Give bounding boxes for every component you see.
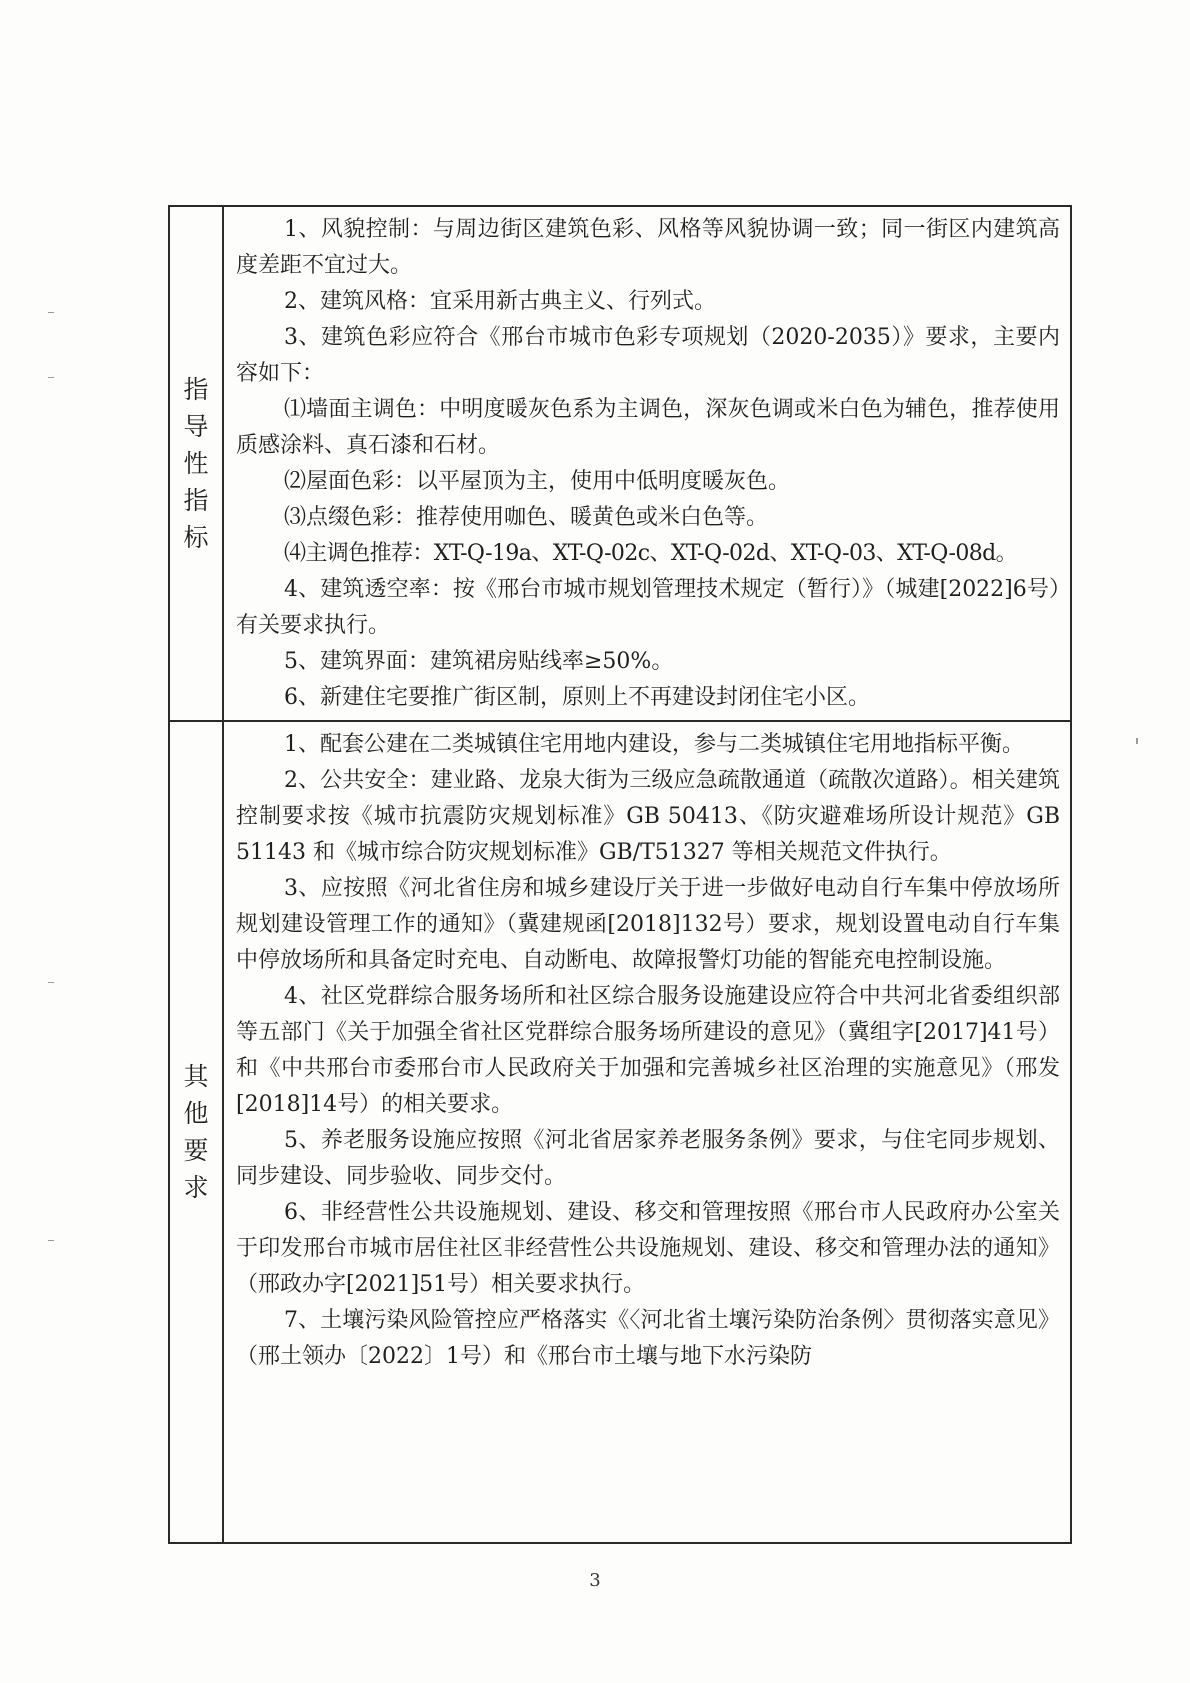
requirements-table bbox=[168, 205, 1072, 1544]
guidance-subitem-2: ⑵屋面色彩：以平屋顶为主，使用中低明度暖灰色。 bbox=[284, 469, 791, 494]
guidance-item-6: 6、新建住宅要推广街区制，原则上不再建设封闭住宅小区。 bbox=[284, 685, 870, 710]
other-item-1: 1、配套公建在二类城镇住宅用地内建设，参与二类城镇住宅用地指标平衡。 bbox=[284, 732, 1024, 757]
guidance-item-3: 3、建筑色彩应符合《邢台市城市色彩专项规划（2020-2035）》要求，主要内容如下： bbox=[236, 325, 1060, 386]
other-item-3: 3、应按照《河北省住房和城乡建设厅关于进一步做好电动自行车集中停放场所规划建设管理工作的通知》（冀建规函[2018]132号）要求，规划设置电动自行车集中停放场所和具备定时充电、自动断电、故障报警灯功能的智能充电控制设施。 bbox=[236, 876, 1060, 973]
scan-mark bbox=[48, 377, 54, 378]
scan-mark bbox=[1136, 738, 1138, 744]
other-requirements-content bbox=[223, 721, 1071, 1543]
guidance-indicators-row bbox=[169, 206, 1071, 721]
other-requirements-label: 其 他 要 求 bbox=[169, 721, 223, 1543]
guidance-item-2: 2、建筑风格：宜采用新古典主义、行列式。 bbox=[284, 289, 716, 314]
other-item-5: 5、养老服务设施应按照《河北省居家养老服务条例》要求，与住宅同步规划、同步建设、同步验收、同步交付。 bbox=[236, 1128, 1060, 1189]
guidance-item-1: 1、风貌控制：与周边街区建筑色彩、风格等风貌协调一致；同一街区内建筑高度差距不宜过大。 bbox=[236, 217, 1060, 278]
scan-mark bbox=[48, 982, 54, 983]
other-item-6: 6、非经营性公共设施规划、建设、移交和管理按照《邢台市人民政府办公室关于印发邢台市城市居住社区非经营性公共设施规划、建设、移交和管理办法的通知》（邢政办字[2021]51号）相关要求执行。 bbox=[236, 1200, 1060, 1297]
other-requirements-row bbox=[169, 721, 1071, 1543]
guidance-subitem-1: ⑴墙面主调色：中明度暖灰色系为主调色，深灰色调或米白色为辅色，推荐使用质感涂料、真石漆和石材。 bbox=[236, 397, 1060, 458]
guidance-indicators-content bbox=[223, 206, 1071, 721]
page-number: 3 bbox=[589, 1570, 601, 1591]
other-item-7: 7、土壤污染风险管控应严格落实《〈河北省土壤污染防治条例〉贯彻落实意见》（邢土领办〔2022〕1号）和《邢台市土壤与地下水污染防 bbox=[236, 1308, 1060, 1369]
scan-mark bbox=[48, 312, 54, 313]
guidance-subitem-4: ⑷主调色推荐：XT-Q-19a、XT-Q-02c、XT-Q-02d、XT-Q-03、XT-Q-08d。 bbox=[284, 541, 1018, 566]
guidance-item-4: 4、建筑透空率：按《邢台市城市规划管理技术规定（暂行）》（城建[2022]6号）有关要求执行。 bbox=[236, 577, 1060, 638]
guidance-subitem-3: ⑶点缀色彩：推荐使用咖色、暖黄色或米白色等。 bbox=[284, 505, 769, 530]
other-item-2: 2、公共安全：建业路、龙泉大街为三级应急疏散通道（疏散次道路）。相关建筑控制要求按《城市抗震防灾规划标准》GB 50413、《防灾避难场所设计规范》GB 51143 和《城市综合防灾规划标准》GB/T51327 等相关规范文件执行。 bbox=[236, 768, 1060, 865]
guidance-item-5: 5、建筑界面：建筑裙房贴线率≥50%。 bbox=[284, 649, 674, 674]
other-item-4: 4、社区党群综合服务场所和社区综合服务设施建设应符合中共河北省委组织部等五部门《关于加强全省社区党群综合服务场所建设的意见》（冀组字[2017]41号）和《中共邢台市委邢台市人民政府关于加强和完善城乡社区治理的实施意见》（邢发[2018]14号）的相关要求。 bbox=[236, 984, 1060, 1117]
guidance-indicators-label: 指 导 性 指 标 bbox=[169, 206, 223, 721]
scan-mark bbox=[48, 1240, 54, 1241]
